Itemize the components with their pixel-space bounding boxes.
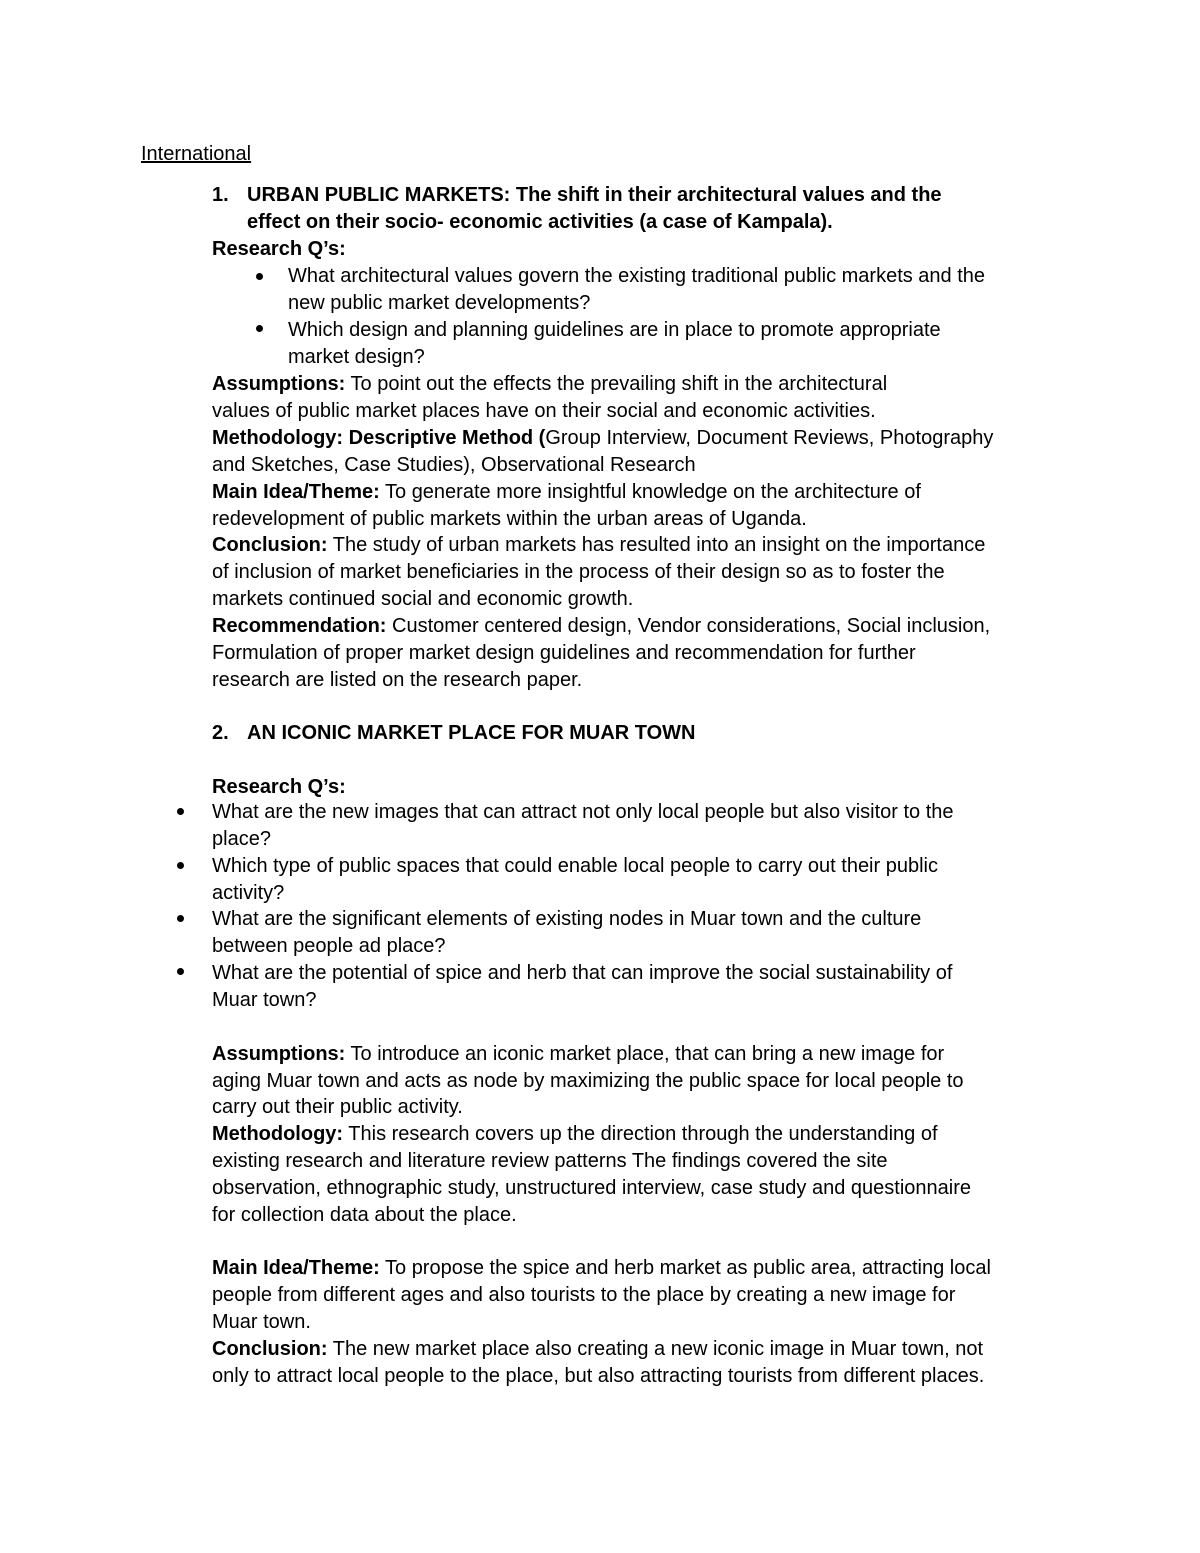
study2-number: 2. xyxy=(212,722,229,744)
study1-question-2-line2: market design? xyxy=(288,346,425,368)
study1-methodology-line2: and Sketches, Case Studies), Observational Research xyxy=(212,454,696,476)
study1-methodology-line1: Methodology: Descriptive Method (Group Interview, Document Reviews, Photography xyxy=(212,427,994,449)
study1-recommendation-line1: Recommendation: Customer centered design, Vendor considerations, Social inclusion, xyxy=(212,615,991,637)
study2-conclusion-line1: Conclusion: The new market place also creating a new iconic image in Muar town, not xyxy=(212,1338,984,1360)
study2-assumptions-line1: Assumptions: To introduce an iconic market place, that can bring a new image for xyxy=(212,1043,945,1065)
study2-question-4-line2: Muar town? xyxy=(212,989,317,1011)
conclusion-label: Conclusion: xyxy=(212,534,328,556)
methodology-label: Methodology: xyxy=(212,1123,344,1145)
study2-question-2-line1: Which type of public spaces that could enable local people to carry out their public xyxy=(212,855,938,877)
study2-question-1-line1: What are the new images that can attract not only local people but also visitor to the xyxy=(212,801,954,823)
study2-question-3-line2: between people ad place? xyxy=(212,935,446,957)
study1-main-idea-line2: redevelopment of public markets within the urban areas of Uganda. xyxy=(212,508,807,530)
methodology-label: Methodology: Descriptive Method ( xyxy=(212,427,546,449)
bullet-icon xyxy=(256,325,263,332)
study2-main-idea-line2: people from different ages and also tourists to the place by creating a new image for xyxy=(212,1284,956,1306)
bullet-icon xyxy=(177,968,184,975)
study2-main-idea-line3: Muar town. xyxy=(212,1311,311,1333)
study2-methodology-line4: for collection data about the place. xyxy=(212,1204,517,1226)
study2-question-3-line1: What are the significant elements of existing nodes in Muar town and the culture xyxy=(212,908,922,930)
study1-recommendation-line2: Formulation of proper market design guidelines and recommendation for further xyxy=(212,642,916,664)
study2-question-1-line2: place? xyxy=(212,828,271,850)
study2-conclusion-line2: only to attract local people to the place, but also attracting tourists from different places. xyxy=(212,1365,985,1387)
assumptions-label: Assumptions: xyxy=(212,373,346,395)
study1-rq-label: Research Q’s: xyxy=(212,238,346,260)
bullet-icon xyxy=(177,808,184,815)
study1-recommendation-line3: research are listed on the research paper. xyxy=(212,669,583,691)
study1-question-1-line1: What architectural values govern the existing traditional public markets and the xyxy=(288,265,986,287)
study2-title: AN ICONIC MARKET PLACE FOR MUAR TOWN xyxy=(247,722,696,744)
study2-rq-label: Research Q’s: xyxy=(212,776,346,798)
bullet-icon xyxy=(177,915,184,922)
conclusion-label: Conclusion: xyxy=(212,1338,328,1360)
study2-main-idea-line1: Main Idea/Theme: To propose the spice and herb market as public area, attracting local xyxy=(212,1257,991,1279)
study2-assumptions-line2: aging Muar town and acts as node by maximizing the public space for local people to xyxy=(212,1070,964,1092)
main-idea-label: Main Idea/Theme: xyxy=(212,481,380,503)
recommendation-label: Recommendation: xyxy=(212,615,387,637)
study2-methodology-line3: observation, ethnographic study, unstructured interview, case study and questionnaire xyxy=(212,1177,971,1199)
study1-assumptions-line1: Assumptions: To point out the effects the prevailing shift in the architectural xyxy=(212,373,888,395)
study1-title-line1: URBAN PUBLIC MARKETS: The shift in their architectural values and the xyxy=(247,184,942,206)
main-idea-label: Main Idea/Theme: xyxy=(212,1257,380,1279)
study1-conclusion-line1: Conclusion: The study of urban markets has resulted into an insight on the importance xyxy=(212,534,986,556)
study2-methodology-line2: existing research and literature review patterns The findings covered the site xyxy=(212,1150,888,1172)
bullet-icon xyxy=(256,273,263,280)
assumptions-label: Assumptions: xyxy=(212,1043,346,1065)
study2-methodology-line1: Methodology: This research covers up the direction through the understanding of xyxy=(212,1123,938,1145)
study1-conclusion-line3: markets continued social and economic growth. xyxy=(212,588,634,610)
study1-question-1-line2: new public market developments? xyxy=(288,292,591,314)
study1-question-2-line1: Which design and planning guidelines are in place to promote appropriate xyxy=(288,319,941,341)
study2-assumptions-line3: carry out their public activity. xyxy=(212,1096,463,1118)
study2-question-4-line1: What are the potential of spice and herb that can improve the social sustainability of xyxy=(212,962,953,984)
bullet-icon xyxy=(177,862,184,869)
study2-question-2-line2: activity? xyxy=(212,882,285,904)
section-heading: International xyxy=(141,143,252,165)
study1-number: 1. xyxy=(212,184,229,206)
study1-conclusion-line2: of inclusion of market beneficiaries in the process of their design so as to foster the xyxy=(212,561,945,583)
study1-title-line2: effect on their socio- economic activities (a case of Kampala). xyxy=(247,211,833,233)
study1-main-idea-line1: Main Idea/Theme: To generate more insightful knowledge on the architecture of xyxy=(212,481,921,503)
study1-assumptions-line2: values of public market places have on their social and economic activities. xyxy=(212,400,876,422)
